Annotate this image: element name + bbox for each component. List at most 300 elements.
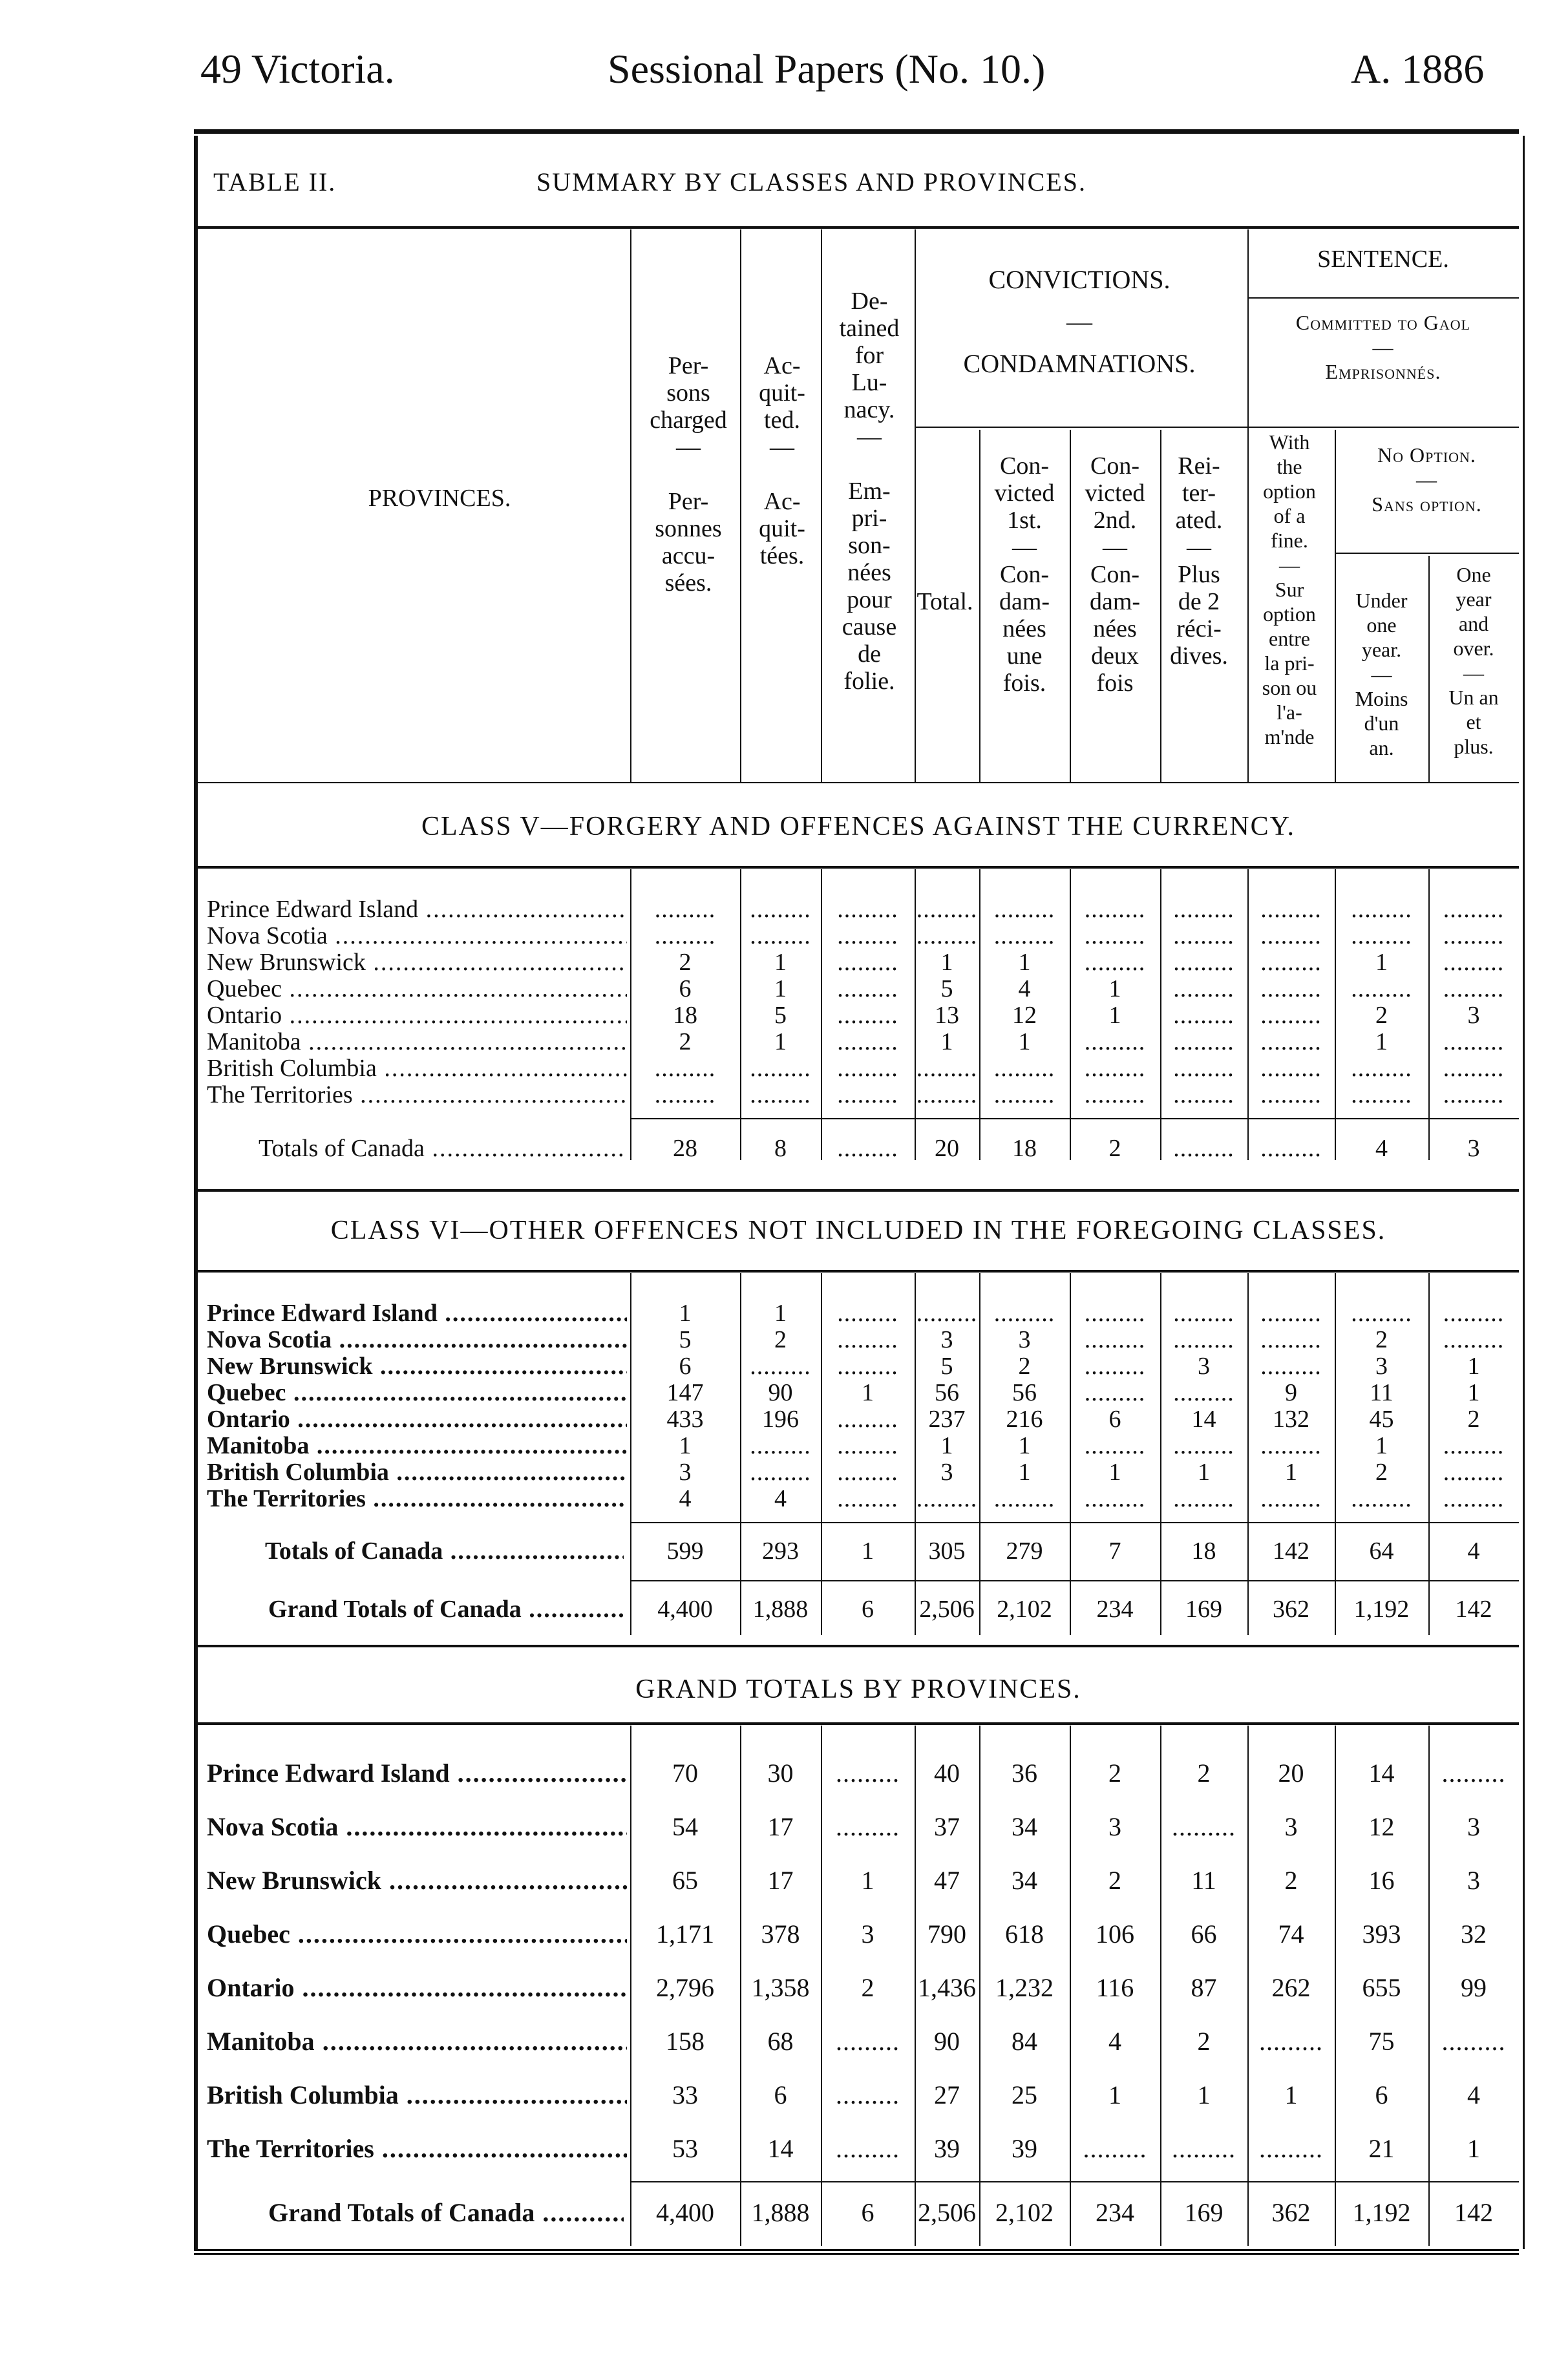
value-cell: 14	[1191, 1406, 1216, 1433]
header-column-rule	[630, 229, 631, 782]
volume-label: 49 Victoria.	[200, 46, 395, 92]
value-cell: 147	[666, 1379, 704, 1406]
value-cell	[821, 1028, 915, 1056]
value-cell	[1335, 1484, 1428, 1513]
value-cell	[1247, 2026, 1335, 2056]
value-cell	[740, 895, 821, 924]
province-name: Prince Edward Island .....	[207, 895, 627, 924]
total-cell: 234	[1096, 2198, 1134, 2227]
value-cell	[1428, 895, 1519, 924]
value-cell	[740, 1081, 821, 1109]
year-label: A. 1886	[1351, 46, 1485, 92]
total-cell: 1,888	[751, 2198, 810, 2227]
value-cell	[1160, 975, 1247, 1003]
value-cell: 1	[1284, 2080, 1298, 2109]
value-cell: 1	[1467, 2134, 1480, 2163]
value-cell: 39	[1012, 2134, 1037, 2163]
value-cell: 1	[1108, 1459, 1121, 1486]
total-header: Total.	[916, 588, 973, 615]
province-name: Manitoba .....	[207, 1431, 627, 1460]
value-cell	[915, 1299, 979, 1327]
value-cell: 54	[672, 1812, 698, 1841]
value-cell	[1335, 975, 1428, 1003]
value-cell: 17	[767, 1812, 794, 1841]
value-cell	[1428, 922, 1519, 950]
value-cell	[1160, 1812, 1247, 1842]
value-cell	[915, 922, 979, 950]
grand-totals-title: GRAND TOTALS BY PROVINCES.	[635, 1674, 1081, 1704]
column-rule	[740, 1726, 741, 2246]
value-cell	[1335, 922, 1428, 950]
value-cell: 56	[935, 1379, 959, 1406]
value-cell: 1	[679, 1432, 692, 1459]
value-cell: 11	[1370, 1379, 1393, 1406]
province-name: Prince Edward Island .....	[207, 1758, 627, 1788]
value-cell: 37	[934, 1812, 960, 1841]
province-name: The Territories .....	[207, 2133, 627, 2164]
value-cell: 2	[1375, 1002, 1388, 1029]
value-cell	[1247, 922, 1335, 950]
value-cell: 87	[1191, 1973, 1217, 2002]
value-cell	[1070, 1326, 1160, 1354]
value-cell: 1	[1018, 1028, 1031, 1055]
column-rule	[821, 869, 822, 1160]
under-year-header: Under one year. — Moins d'un an.	[1355, 589, 1408, 759]
value-cell: 40	[934, 1759, 960, 1788]
value-cell	[1160, 1326, 1247, 1354]
value-cell: 3	[1375, 1353, 1388, 1380]
total-cell	[1160, 1134, 1247, 1163]
value-cell	[1335, 895, 1428, 924]
value-cell: 2	[1108, 1866, 1121, 1895]
value-cell	[1247, 1484, 1335, 1513]
column-rule	[979, 1726, 980, 2246]
value-cell: 1	[940, 1028, 953, 1055]
column-rule	[915, 869, 916, 1160]
total-cell: 2,102	[997, 1596, 1052, 1623]
header-subrule	[1247, 297, 1519, 299]
value-cell: 2	[1375, 1459, 1388, 1486]
value-cell	[1070, 1054, 1160, 1083]
value-cell	[1335, 1299, 1428, 1327]
value-cell	[630, 895, 740, 924]
value-cell: 790	[927, 1919, 966, 1949]
value-cell: 3	[1284, 1812, 1298, 1841]
value-cell: 6	[774, 2080, 787, 2109]
province-name: Manitoba .....	[207, 1028, 627, 1056]
value-cell: 5	[940, 975, 953, 1002]
value-cell	[1160, 1054, 1247, 1083]
value-cell	[1070, 1081, 1160, 1109]
value-cell: 393	[1362, 1919, 1401, 1949]
total-cell: 3	[1467, 1135, 1480, 1162]
total-cell: 2,102	[995, 2198, 1054, 2227]
total-cell	[821, 1134, 915, 1163]
totals-label: Totals of Canada .....	[265, 1537, 624, 1565]
value-cell: 132	[1273, 1406, 1309, 1433]
subtotal-rule	[630, 1522, 1519, 1523]
value-cell	[821, 1484, 915, 1513]
value-cell: 66	[1191, 1919, 1217, 1949]
column-rule	[630, 869, 631, 1160]
value-cell: 13	[935, 1002, 959, 1029]
table-title: SUMMARY BY CLASSES AND PROVINCES.	[536, 167, 1086, 196]
total-cell: 18	[1191, 1537, 1216, 1565]
table-label: TABLE II.	[213, 167, 337, 196]
value-cell	[1160, 1379, 1247, 1407]
value-cell	[740, 922, 821, 950]
column-rule	[979, 1273, 980, 1635]
value-cell: 1,358	[751, 1973, 810, 2002]
value-cell: 34	[1012, 1812, 1037, 1841]
value-cell	[915, 1054, 979, 1083]
value-cell	[1247, 1326, 1335, 1354]
province-name: Nova Scotia .....	[207, 1812, 627, 1842]
class-v-title: CLASS V—FORGERY AND OFFENCES AGAINST THE CURRENCY.	[421, 812, 1296, 841]
value-cell: 39	[934, 2134, 960, 2163]
value-cell: 2	[1197, 2027, 1211, 2056]
section-rule	[198, 1270, 1519, 1273]
column-rule	[630, 1726, 631, 2246]
value-cell: 90	[768, 1379, 793, 1406]
value-cell: 3	[940, 1326, 953, 1353]
value-cell: 5	[940, 1353, 953, 1380]
total-cell: 1	[862, 1537, 874, 1565]
value-cell	[821, 1431, 915, 1460]
value-cell	[821, 1081, 915, 1109]
value-cell	[821, 1758, 915, 1788]
total-cell: 1,192	[1352, 2198, 1411, 2227]
section-rule	[198, 1645, 1519, 1647]
value-cell	[1070, 1431, 1160, 1460]
totals-label: Totals of Canada .....	[259, 1134, 624, 1163]
value-cell	[1247, 895, 1335, 924]
value-cell	[1070, 2133, 1160, 2164]
value-cell	[1247, 1081, 1335, 1109]
no-option-header: No Option. — Sans option.	[1372, 443, 1482, 516]
value-cell: 6	[679, 975, 692, 1002]
total-cell	[1247, 1134, 1335, 1163]
value-cell	[630, 922, 740, 950]
frame-bottom-rule	[194, 2249, 1519, 2255]
sessional-papers-label: Sessional Papers (No. 10.)	[608, 46, 1046, 92]
value-cell	[1428, 1299, 1519, 1327]
province-name: Prince Edward Island .....	[207, 1299, 627, 1327]
value-cell: 1	[862, 1379, 874, 1406]
total-cell: 2	[1108, 1135, 1121, 1162]
value-cell: 9	[1285, 1379, 1297, 1406]
total-cell: 599	[666, 1537, 704, 1565]
value-cell	[1160, 2133, 1247, 2164]
value-cell: 34	[1012, 1866, 1037, 1895]
value-cell: 5	[774, 1002, 787, 1029]
header-column-rule	[1247, 229, 1249, 782]
column-rule	[1247, 1726, 1249, 2246]
column-rule	[1160, 1273, 1161, 1635]
value-cell: 196	[762, 1406, 799, 1433]
value-cell: 378	[761, 1919, 800, 1949]
total-cell: 234	[1096, 1596, 1134, 1623]
value-cell: 4	[679, 1485, 692, 1512]
value-cell: 1	[1375, 1432, 1388, 1459]
value-cell: 237	[928, 1406, 966, 1433]
section-rule	[198, 1722, 1519, 1725]
value-cell	[821, 2080, 915, 2110]
value-cell	[1070, 895, 1160, 924]
value-cell: 3	[1108, 1812, 1121, 1841]
value-cell: 216	[1006, 1406, 1043, 1433]
value-cell	[915, 1484, 979, 1513]
column-rule	[1070, 869, 1071, 1160]
value-cell: 2	[774, 1326, 787, 1353]
value-cell	[821, 1054, 915, 1083]
value-cell	[1247, 2133, 1335, 2164]
column-rule	[1335, 1726, 1336, 2246]
column-rule	[1070, 1273, 1071, 1635]
subtotal-rule	[630, 1118, 1519, 1119]
value-cell: 2	[679, 1028, 692, 1055]
value-cell: 1	[1108, 2080, 1121, 2109]
province-name: Ontario .....	[207, 1001, 627, 1030]
column-rule	[630, 1273, 631, 1635]
column-rule	[1160, 1726, 1161, 2246]
column-rule	[979, 869, 980, 1160]
value-cell	[1335, 1054, 1428, 1083]
total-cell: 279	[1006, 1537, 1043, 1565]
value-cell	[1070, 948, 1160, 977]
total-cell: 169	[1184, 2198, 1224, 2227]
value-cell: 18	[673, 1002, 697, 1029]
frame-top-rule	[194, 129, 1519, 134]
convictions-header: CONVICTIONS. — CONDAMNATIONS.	[963, 265, 1196, 378]
value-cell: 32	[1461, 1919, 1487, 1949]
value-cell: 30	[767, 1759, 794, 1788]
total-cell: 1,888	[752, 1596, 809, 1623]
value-cell: 2	[1467, 1406, 1480, 1433]
value-cell: 21	[1368, 2134, 1395, 2163]
total-cell: 142	[1455, 1596, 1492, 1623]
total-cell: 28	[673, 1135, 697, 1162]
value-cell: 3	[1467, 1002, 1480, 1029]
value-cell	[979, 1081, 1070, 1109]
value-cell: 3	[1198, 1353, 1210, 1380]
value-cell	[1428, 1758, 1519, 1788]
value-cell	[979, 1484, 1070, 1513]
province-name: British Columbia .....	[207, 1054, 627, 1083]
header-subrule	[1335, 427, 1519, 428]
total-cell: 142	[1273, 1537, 1309, 1565]
total-cell: 362	[1271, 2198, 1311, 2227]
column-rule	[1428, 1273, 1430, 1635]
value-cell: 1	[1197, 2080, 1211, 2109]
value-cell: 65	[672, 1866, 698, 1895]
column-rule	[1070, 1726, 1071, 2246]
value-cell: 2	[1108, 1759, 1121, 1788]
province-name: New Brunswick .....	[207, 948, 627, 977]
value-cell	[1428, 1458, 1519, 1486]
total-cell: 64	[1369, 1537, 1394, 1565]
value-cell: 1,232	[995, 1973, 1054, 2002]
value-cell	[821, 1352, 915, 1380]
province-name: New Brunswick .....	[207, 1352, 627, 1380]
value-cell	[1428, 1028, 1519, 1056]
value-cell: 1	[1108, 975, 1121, 1002]
value-cell	[740, 1054, 821, 1083]
value-cell	[821, 895, 915, 924]
header-column-rule	[1335, 430, 1336, 782]
column-rule	[1247, 1273, 1249, 1635]
value-cell	[1428, 1081, 1519, 1109]
value-cell: 3	[1018, 1326, 1031, 1353]
value-cell: 2	[1284, 1866, 1298, 1895]
total-cell: 20	[935, 1135, 959, 1162]
value-cell	[821, 2133, 915, 2164]
reiterated-header: Rei- ter- ated. — Plus de 2 réci- dives.	[1170, 452, 1228, 670]
value-cell: 4	[774, 1485, 787, 1512]
one-year-header: One year and over. — Un an et plus.	[1448, 563, 1499, 758]
value-cell: 25	[1012, 2080, 1037, 2109]
total-cell: 4	[1375, 1135, 1388, 1162]
province-name: Quebec .....	[207, 1379, 627, 1407]
value-cell: 6	[1375, 2080, 1388, 2109]
value-cell	[1160, 1001, 1247, 1030]
value-cell	[821, 948, 915, 977]
header-bottom-rule	[198, 782, 1519, 783]
value-cell: 3	[940, 1459, 953, 1486]
value-cell	[821, 1458, 915, 1486]
provinces-header: PROVINCES.	[368, 485, 511, 512]
value-cell	[1160, 922, 1247, 950]
value-cell: 1	[1375, 949, 1388, 976]
running-head	[0, 45, 1568, 97]
header-column-rule	[740, 229, 741, 782]
value-cell: 36	[1012, 1759, 1037, 1788]
value-cell: 47	[934, 1866, 960, 1895]
total-cell: 4	[1467, 1537, 1480, 1565]
value-cell: 33	[672, 2080, 698, 2109]
total-cell: 18	[1012, 1135, 1037, 1162]
charged-header: Per- sons charged — Per- sonnes accu- sées.	[650, 352, 727, 597]
value-cell	[979, 1054, 1070, 1083]
province-name: Manitoba .....	[207, 2026, 627, 2056]
total-cell: 1,192	[1353, 1596, 1410, 1623]
value-cell: 2	[861, 1973, 874, 2002]
value-cell: 74	[1278, 1919, 1304, 1949]
column-rule	[740, 869, 741, 1160]
value-cell: 2	[1375, 1326, 1388, 1353]
column-rule	[740, 1273, 741, 1635]
value-cell: 12	[1012, 1002, 1037, 1029]
value-cell: 68	[767, 2027, 794, 2056]
value-cell: 158	[666, 2027, 705, 2056]
value-cell	[1428, 1326, 1519, 1354]
header-column-rule	[915, 229, 916, 782]
convicted-first-header: Con- victed 1st. — Con- dam- nées une fois.	[994, 452, 1055, 697]
value-cell	[821, 1326, 915, 1354]
province-name: Ontario .....	[207, 1972, 627, 2003]
value-cell: 1	[1467, 1379, 1480, 1406]
value-cell	[1247, 948, 1335, 977]
value-cell	[1070, 1379, 1160, 1407]
value-cell: 3	[1467, 1866, 1480, 1895]
value-cell	[1247, 1028, 1335, 1056]
value-cell	[740, 1431, 821, 1460]
value-cell	[821, 1405, 915, 1433]
value-cell: 1	[774, 949, 787, 976]
value-cell	[1247, 1054, 1335, 1083]
value-cell: 20	[1278, 1759, 1304, 1788]
column-rule	[1160, 869, 1161, 1160]
value-cell: 17	[767, 1866, 794, 1895]
value-cell: 2	[1018, 1353, 1031, 1380]
totals-label: Grand Totals of Canada .....	[268, 2197, 624, 2228]
value-cell: 1	[679, 1300, 692, 1327]
value-cell: 1	[774, 1028, 787, 1055]
value-cell: 1	[774, 975, 787, 1002]
value-cell: 12	[1368, 1812, 1395, 1841]
total-cell: 8	[774, 1135, 787, 1162]
value-cell: 3	[861, 1919, 874, 1949]
value-cell: 1	[1198, 1459, 1210, 1486]
column-rule	[1428, 1726, 1430, 2246]
value-cell: 53	[672, 2134, 698, 2163]
value-cell: 1	[1108, 1002, 1121, 1029]
value-cell	[630, 1081, 740, 1109]
value-cell: 4	[1467, 2080, 1480, 2109]
totals-label: Grand Totals of Canada .....	[268, 1595, 624, 1623]
value-cell	[1428, 1431, 1519, 1460]
value-cell: 1	[1467, 1353, 1480, 1380]
value-cell	[915, 1081, 979, 1109]
value-cell: 1	[940, 949, 953, 976]
total-cell: 2,506	[918, 2198, 976, 2227]
total-cell: 7	[1108, 1537, 1121, 1565]
total-cell: 293	[762, 1537, 799, 1565]
value-cell	[821, 1001, 915, 1030]
province-name: British Columbia .....	[207, 1458, 627, 1486]
value-cell	[821, 2026, 915, 2056]
province-name: Quebec .....	[207, 1919, 627, 1949]
value-cell: 75	[1368, 2027, 1395, 2056]
value-cell: 1	[940, 1432, 953, 1459]
value-cell	[1428, 975, 1519, 1003]
value-cell	[1428, 1054, 1519, 1083]
column-rule	[1428, 869, 1430, 1160]
total-cell: 6	[862, 1596, 874, 1623]
value-cell: 1	[1375, 1028, 1388, 1055]
value-cell	[1160, 1028, 1247, 1056]
header-column-rule	[821, 229, 822, 782]
value-cell	[1335, 1081, 1428, 1109]
value-cell: 5	[679, 1326, 692, 1353]
province-name: New Brunswick .....	[207, 1865, 627, 1896]
column-rule	[821, 1273, 822, 1635]
value-cell: 84	[1012, 2027, 1037, 2056]
value-cell	[821, 975, 915, 1003]
value-cell	[1247, 1001, 1335, 1030]
province-name: The Territories .....	[207, 1484, 627, 1513]
value-cell	[1160, 895, 1247, 924]
acquitted-header: Ac- quit- ted. — Ac- quit- tées.	[759, 352, 805, 569]
value-cell	[1428, 1484, 1519, 1513]
value-cell	[630, 1054, 740, 1083]
province-name: British Columbia .....	[207, 2080, 627, 2110]
value-cell: 99	[1461, 1973, 1487, 2002]
value-cell: 4	[1108, 2027, 1121, 2056]
subtotal-rule	[630, 2181, 1519, 2182]
total-cell: 305	[928, 1537, 966, 1565]
column-rule	[821, 1726, 822, 2246]
